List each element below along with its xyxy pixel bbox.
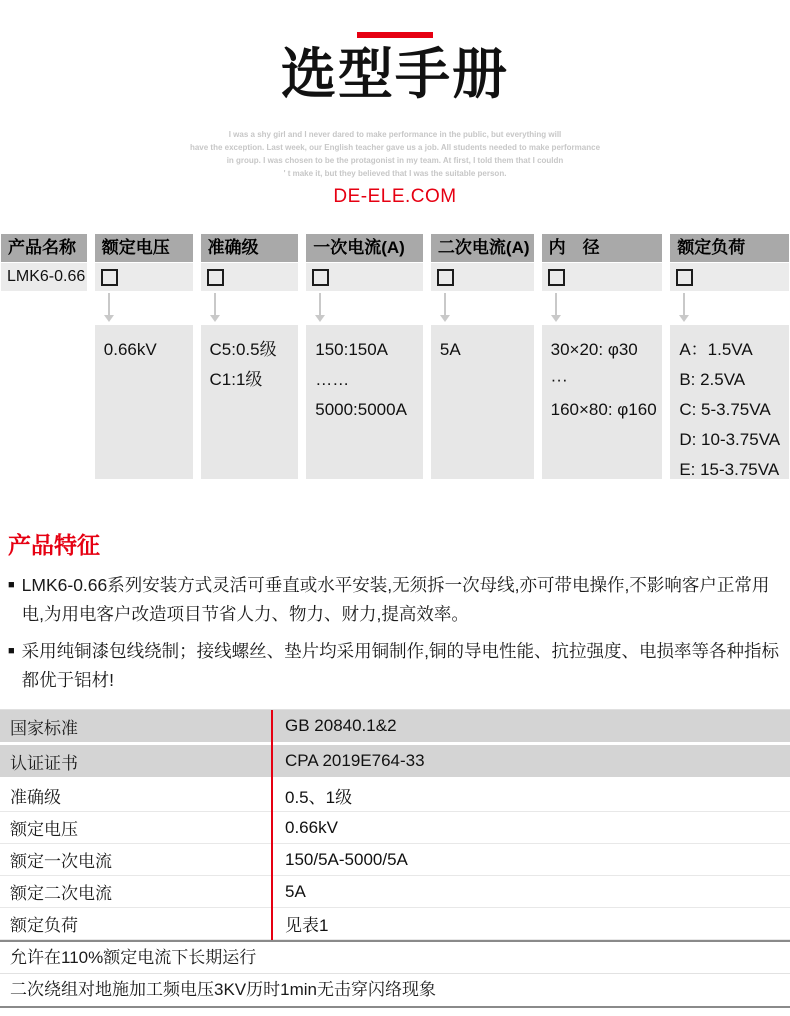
table-row — [0, 908, 790, 940]
notes-section — [0, 940, 790, 1008]
value-line: 0.66kV — [103, 340, 157, 359]
spec-label: 国家标准 — [10, 718, 78, 738]
value-line: 160×80: φ160 — [550, 400, 657, 419]
spec-label: 额定一次电流 — [10, 852, 112, 871]
down-arrow-icon — [319, 293, 321, 315]
column-header: 额定电压 — [95, 234, 193, 262]
table-column-divider — [271, 710, 273, 940]
feature-text: 采用纯铜漆包线绕制；接线螺丝、垫片均采用铜制作,铜的导电性能、抗拉强度、电损率等各种指标都优于铝材! — [21, 641, 780, 690]
column-header: 一次电流(A) — [306, 234, 423, 262]
value-line: 150:150A — [315, 340, 389, 359]
value-line: B: 2.5VA — [679, 370, 746, 389]
note-row: 二次绕组对地施加工频电压3KV历时1min无击穿闪络现象 — [10, 980, 436, 999]
column-rated-burden — [670, 234, 789, 479]
bullet-icon: ■ — [8, 645, 15, 657]
value-line: A：1.5VA — [679, 340, 753, 359]
table-row — [0, 876, 790, 908]
brand-text: DE-ELE.COM — [333, 186, 457, 207]
option-checkbox[interactable] — [101, 269, 118, 286]
value-line: ··· — [550, 370, 568, 389]
column-primary-current — [306, 234, 423, 479]
down-arrow-icon — [683, 293, 685, 315]
down-arrow-icon — [555, 293, 557, 315]
watermark-line: have the exception. Last week, our English teacher gave us a job. All students needed to make performance — [189, 143, 601, 152]
spec-value: 150/5A-5000/5A — [285, 849, 408, 869]
watermark-text — [0, 128, 790, 180]
feature-item — [8, 571, 782, 629]
value-line: C1:1级 — [209, 370, 263, 389]
table-row — [0, 812, 790, 844]
value-line: …… — [315, 370, 350, 389]
down-arrow-icon — [444, 293, 446, 315]
watermark-line: ' t make it, but they believed that I was the suitable person. — [283, 169, 507, 178]
option-checkbox[interactable] — [207, 269, 224, 286]
spec-label: 额定负荷 — [10, 916, 78, 935]
spec-value: 见表1 — [285, 916, 329, 935]
watermark-line: I was a shy girl and I never dared to make performance in the public, but everything will — [228, 130, 562, 139]
product-name-cell: LMK6-0.66 — [1, 263, 87, 291]
spec-label: 额定电压 — [10, 820, 78, 839]
page-title: 选型手册 — [280, 43, 509, 105]
column-product-name — [1, 234, 87, 479]
spec-value: 5A — [285, 881, 306, 901]
column-header: 二次电流(A) — [431, 234, 534, 262]
column-header: 产品名称 — [1, 234, 87, 262]
spec-label: 额定二次电流 — [10, 884, 112, 903]
value-line: E: 15-3.75VA — [679, 460, 780, 479]
column-header: 准确级 — [201, 234, 299, 262]
page-header — [0, 0, 790, 208]
product-features-section — [0, 531, 790, 695]
value-line: 5A — [439, 340, 461, 359]
spec-value: GB 20840.1&2 — [285, 716, 397, 735]
table-row — [0, 745, 790, 780]
table-row — [0, 710, 790, 745]
spec-table — [0, 709, 790, 940]
feature-list — [8, 571, 782, 695]
spec-value: CPA 2019E764-33 — [285, 751, 425, 770]
down-arrow-icon — [214, 293, 216, 315]
column-secondary-current — [431, 234, 534, 479]
spec-label: 准确级 — [10, 788, 61, 807]
value-line: D: 10-3.75VA — [679, 430, 781, 449]
feature-item — [8, 637, 782, 695]
option-checkbox[interactable] — [548, 269, 565, 286]
table-row — [0, 844, 790, 876]
section-heading: 产品特征 — [8, 532, 100, 558]
accent-bar — [357, 32, 433, 38]
value-line: C: 5-3.75VA — [679, 400, 771, 419]
column-accuracy-class — [201, 234, 299, 479]
value-box — [670, 325, 789, 479]
value-line: C5:0.5级 — [209, 340, 277, 359]
column-inner-diameter — [542, 234, 663, 479]
spec-label: 认证证书 — [10, 753, 78, 773]
value-box — [431, 325, 534, 479]
column-rated-voltage — [95, 234, 193, 479]
selection-table — [0, 234, 790, 479]
value-box — [542, 325, 663, 479]
value-box — [201, 325, 299, 479]
option-checkbox[interactable] — [676, 269, 693, 286]
note-row: 允许在110%额定电流下长期运行 — [0, 942, 790, 974]
column-header: 内 径 — [542, 234, 663, 262]
option-checkbox[interactable] — [312, 269, 329, 286]
value-line: 30×20: φ30 — [550, 340, 638, 359]
value-line: 5000:5000A — [315, 400, 407, 419]
down-arrow-icon — [108, 293, 110, 315]
spec-value: 0.66kV — [285, 817, 338, 837]
value-box — [95, 325, 193, 479]
option-checkbox[interactable] — [437, 269, 454, 286]
value-box — [306, 325, 423, 479]
feature-text: LMK6-0.66系列安装方式灵活可垂直或水平安装,无须拆一次母线,亦可带电操作,不影响客户正常用电,为用电客户改造项目节省人力、物力、财力,提高效率。 — [21, 575, 770, 624]
bullet-icon: ■ — [8, 579, 15, 591]
spec-value: 0.5、1级 — [285, 788, 353, 807]
table-row — [0, 780, 790, 812]
watermark-line: in group. I was chosen to be the protagonist in my team. At first, I told them that I couldn — [226, 156, 564, 165]
column-header: 额定负荷 — [670, 234, 789, 262]
